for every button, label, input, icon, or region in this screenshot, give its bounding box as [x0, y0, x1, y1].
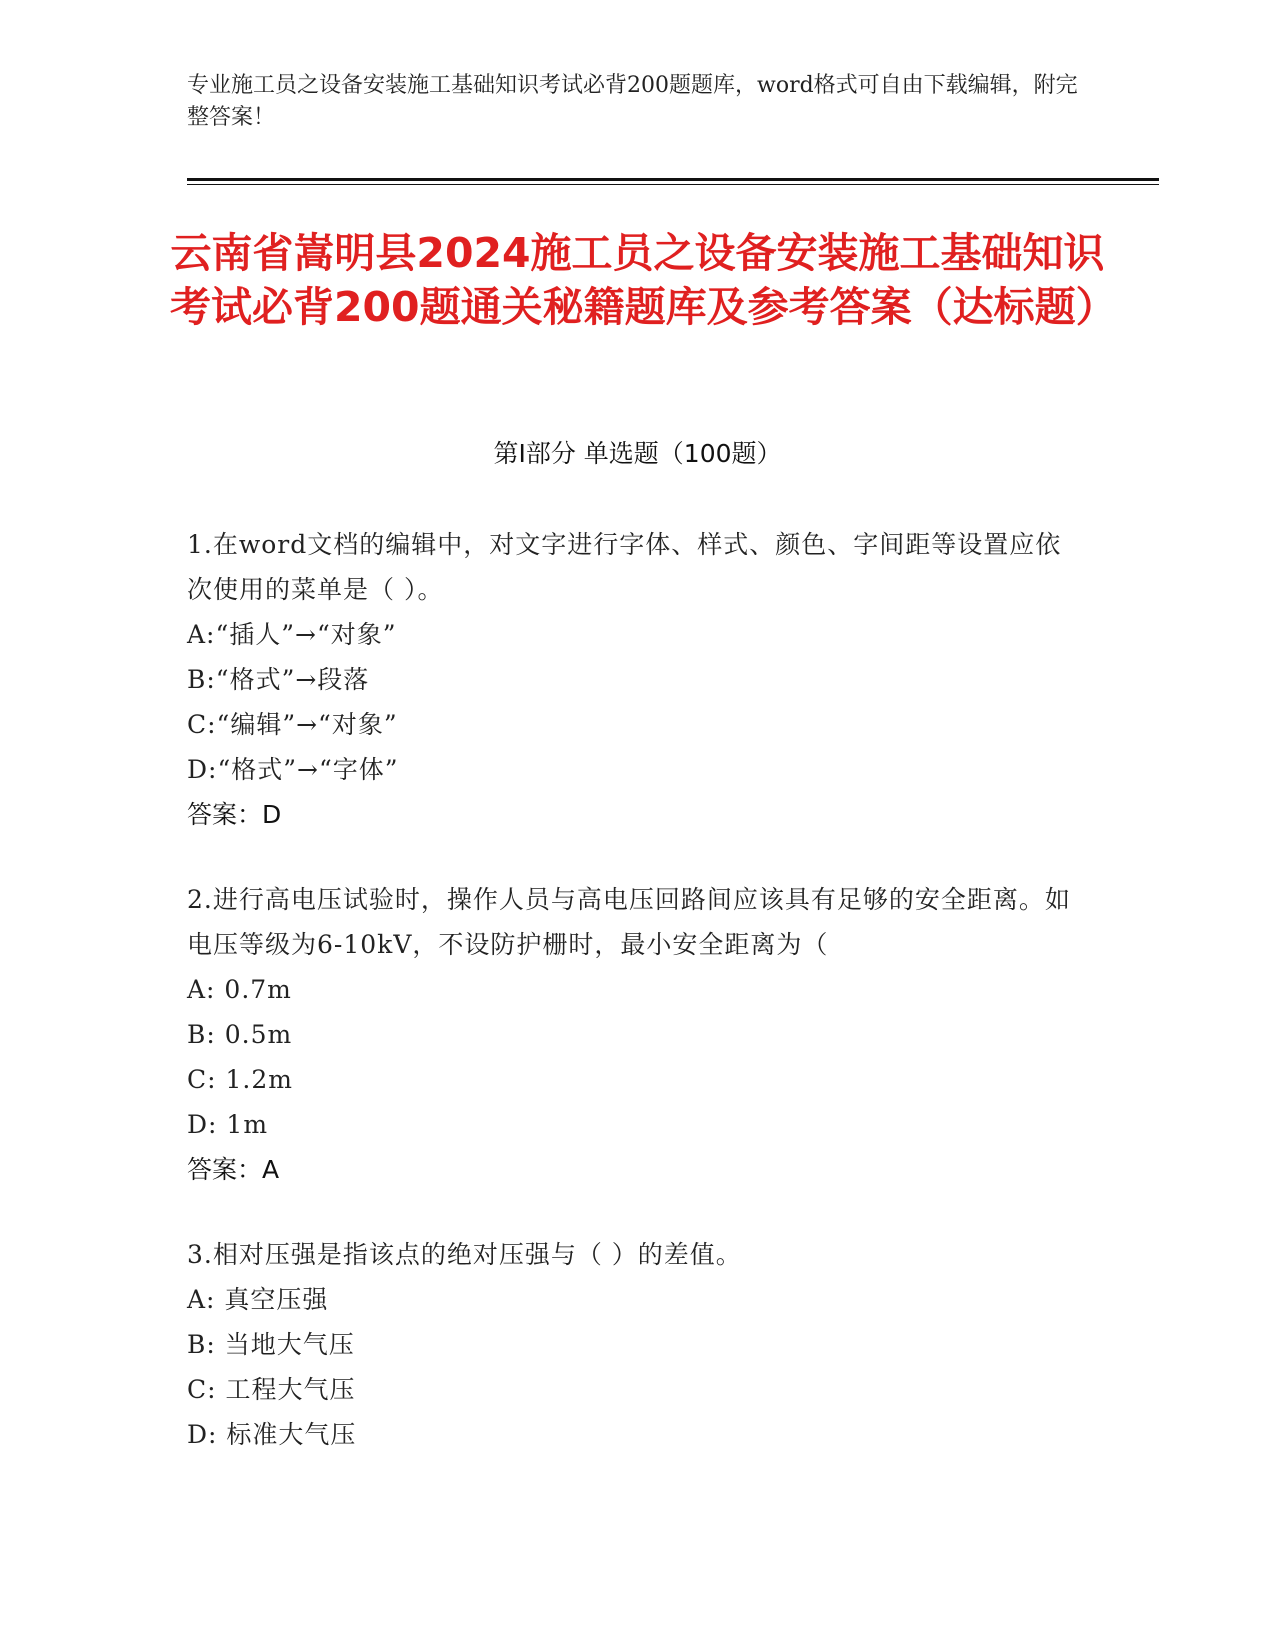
header-divider-thick	[187, 178, 1159, 181]
option-d: D:“格式”→“字体”	[187, 755, 399, 784]
option-d: D: 1m	[187, 1110, 269, 1139]
answer-value: D	[262, 800, 282, 829]
header-note: 专业施工员之设备安装施工基础知识考试必背200题题库，word格式可自由下载编辑，附完整答案！	[187, 73, 1078, 130]
option-a: A: 0.7m	[187, 975, 292, 1004]
answer-prefix: 答案：	[187, 800, 263, 829]
question-list	[187, 522, 1087, 1457]
answer-line	[187, 792, 1087, 837]
option-b: B: 当地大气压	[187, 1330, 355, 1359]
option-b: B: 0.5m	[187, 1020, 293, 1049]
option-a: A: 真空压强	[187, 1285, 329, 1314]
answer-value: A	[262, 1155, 280, 1184]
question-3	[187, 1232, 1087, 1457]
option-c: C:“编辑”→“对象”	[187, 710, 398, 739]
question-text: 1.在word文档的编辑中，对文字进行字体、样式、颜色、字间距等设置应依次使用的菜单是（ ）。	[187, 530, 1062, 604]
header-divider-thin	[187, 184, 1159, 185]
question-text: 3.相对压强是指该点的绝对压强与（ ）的差值。	[187, 1240, 742, 1269]
option-c: C: 1.2m	[187, 1065, 293, 1094]
option-d: D: 标准大气压	[187, 1420, 357, 1449]
question-2	[187, 877, 1087, 1192]
question-1	[187, 522, 1087, 837]
section-title: 第I部分 单选题（100题）	[493, 439, 782, 468]
option-b: B:“格式”→段落	[187, 665, 370, 694]
answer-line	[187, 1147, 1087, 1192]
answer-prefix: 答案：	[187, 1155, 263, 1184]
option-a: A:“插人”→“对象”	[187, 620, 397, 649]
document-title: 云南省嵩明县2024施工员之设备安装施工基础知识考试必背200题通关秘籍题库及参考答案（达标题）	[170, 229, 1117, 331]
question-text: 2.进行高电压试验时，操作人员与高电压回路间应该具有足够的安全距离。如电压等级为6-10kV，不设防护栅时，最小安全距离为（	[187, 885, 1071, 959]
option-c: C: 工程大气压	[187, 1375, 356, 1404]
